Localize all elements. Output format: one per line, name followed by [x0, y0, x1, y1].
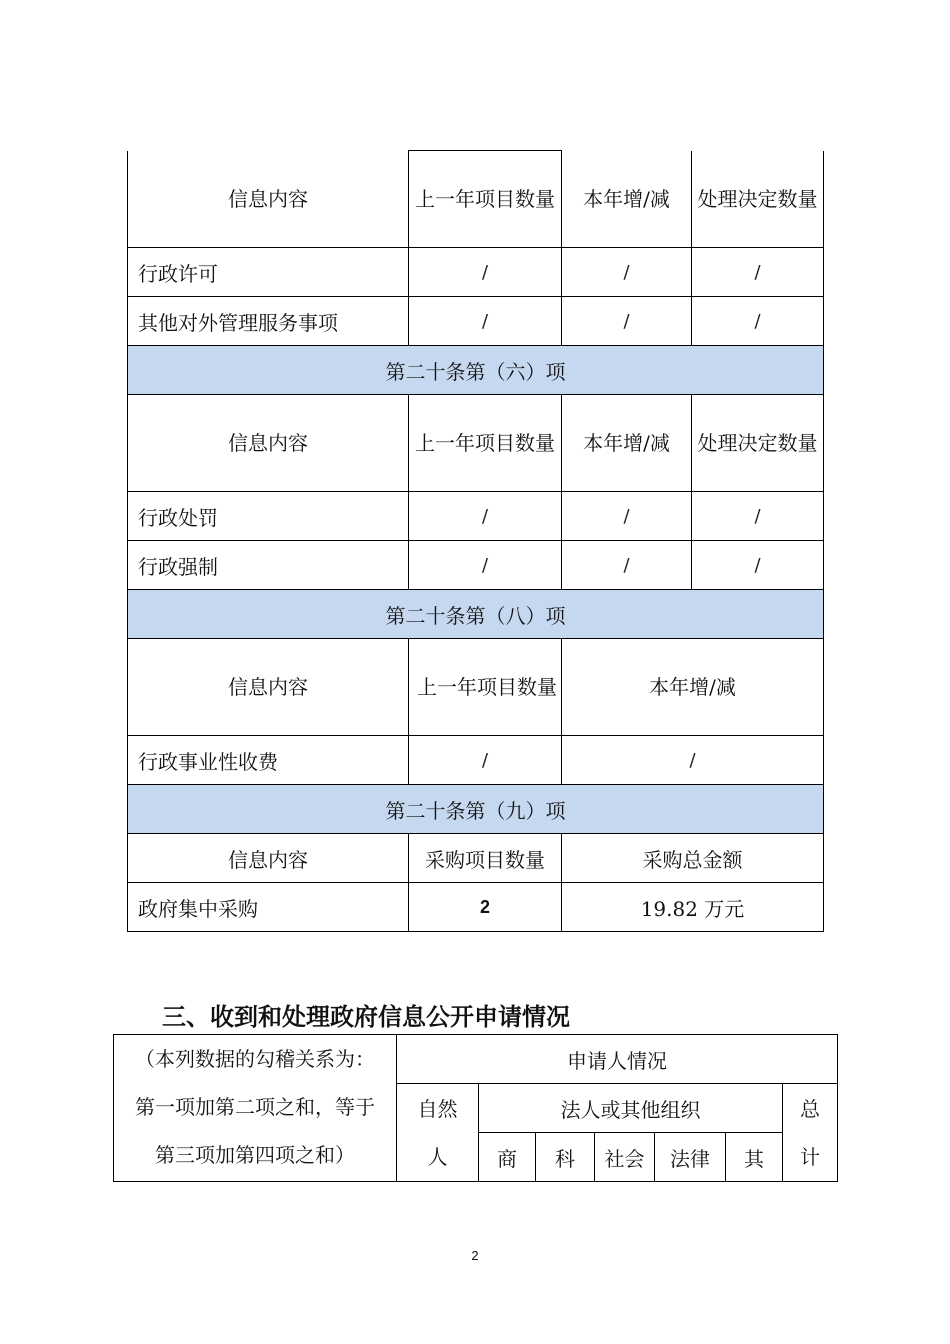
header-prev-count: 上一年项目数量 — [409, 395, 562, 492]
header-applicant: 申请人情况 — [397, 1035, 838, 1084]
header-purchase-count: 采购项目数量 — [409, 834, 562, 883]
header-other: 其 — [726, 1133, 783, 1182]
table-row — [128, 541, 824, 590]
section-title: 三、收到和处理政府信息公开申请情况 — [162, 1002, 570, 1031]
header-research: 科 — [536, 1133, 595, 1182]
row-label: 行政强制 — [128, 541, 409, 590]
header-decision-count: 处理决定数量 — [692, 395, 824, 492]
section-band-article-20-9: 第二十条第（九）项 — [128, 785, 824, 834]
cell-change: / — [562, 541, 692, 590]
section-band-article-20-8: 第二十条第（八）项 — [128, 590, 824, 639]
header-change: 本年增/减 — [562, 395, 692, 492]
row-label: 行政许可 — [128, 248, 409, 297]
header-info-content: 信息内容 — [128, 834, 409, 883]
cell-purchase-total: 19.82 万元 — [562, 883, 824, 932]
cell-prev: / — [409, 541, 562, 590]
header-natural-person-line1: 自然 — [417, 1096, 458, 1121]
header-info-content: 信息内容 — [128, 395, 409, 492]
header-business: 商 — [479, 1133, 536, 1182]
cell-change: / — [562, 736, 824, 785]
page-number: 2 — [471, 1248, 479, 1263]
header-total — [783, 1084, 838, 1182]
header-legal-entity: 法人或其他组织 — [479, 1084, 783, 1133]
cell-prev: / — [409, 297, 562, 346]
disclosure-table — [127, 150, 824, 932]
cell-change: / — [562, 297, 692, 346]
header-natural-person-line2: 人 — [427, 1144, 448, 1169]
relationship-note-line: 第一项加第二项之和，等于 — [135, 1095, 375, 1119]
header-total-line1: 总 — [800, 1096, 821, 1121]
row-label: 行政处罚 — [128, 492, 409, 541]
header-info-content: 信息内容 — [128, 151, 409, 248]
header-info-content: 信息内容 — [128, 639, 409, 736]
relationship-note — [114, 1035, 397, 1182]
cell-prev: / — [409, 736, 562, 785]
cell-decision: / — [692, 297, 824, 346]
row-label: 行政事业性收费 — [128, 736, 409, 785]
table-row — [128, 248, 824, 297]
relationship-note-line: 第三项加第四项之和） — [155, 1143, 355, 1167]
header-purchase-total: 采购总金额 — [562, 834, 824, 883]
header-change: 本年增/减 — [562, 151, 692, 248]
cell-decision: / — [692, 492, 824, 541]
header-change: 本年增/减 — [562, 639, 824, 736]
header-total-line2: 计 — [800, 1144, 821, 1169]
header-prev-count: 上一年项目数量 — [409, 639, 562, 736]
row-label: 其他对外管理服务事项 — [128, 297, 409, 346]
table-row — [128, 297, 824, 346]
header-prev-count: 上一年项目数量 — [409, 151, 562, 248]
table-row — [128, 492, 824, 541]
row-label: 政府集中采购 — [128, 883, 409, 932]
header-social: 社会 — [595, 1133, 655, 1182]
header-legal: 法律 — [655, 1133, 726, 1182]
cell-purchase-count: 2 — [409, 883, 562, 932]
application-table — [113, 1034, 838, 1182]
table-row — [128, 883, 824, 932]
relationship-note-line: （本列数据的勾稽关系为： — [135, 1047, 375, 1071]
cell-change: / — [562, 248, 692, 297]
cell-prev: / — [409, 248, 562, 297]
cell-decision: / — [692, 541, 824, 590]
header-decision-count: 处理决定数量 — [692, 151, 824, 248]
header-natural-person — [397, 1084, 479, 1182]
cell-prev: / — [409, 492, 562, 541]
section-band-article-20-6: 第二十条第（六）项 — [128, 346, 824, 395]
cell-decision: / — [692, 248, 824, 297]
table-row — [128, 736, 824, 785]
cell-change: / — [562, 492, 692, 541]
